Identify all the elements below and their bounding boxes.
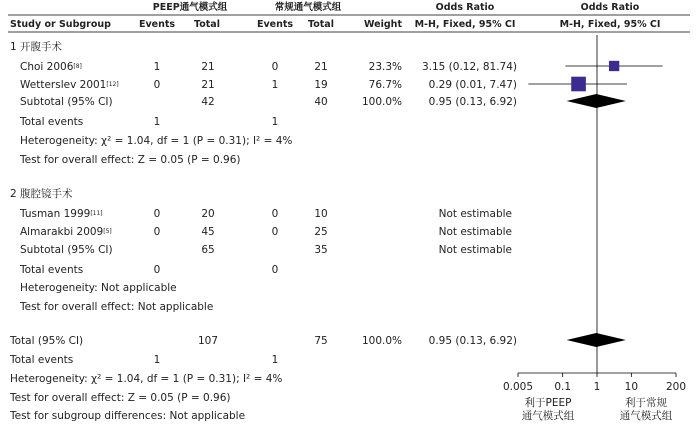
footer-overall-effect: Test for overall effect: Z = 0.05 (P = 0.96)	[10, 392, 231, 404]
total-or: 0.95 (0.13, 6.92)	[428, 335, 517, 347]
group-a-header: PEEP通气模式组	[152, 2, 228, 13]
footer-heterogeneity: Heterogeneity: χ² = 1.04, df = 1 (P = 0.31); I² = 4%	[10, 373, 283, 385]
overall-effect-text: Test for overall effect: Z = 0.05 (P = 0.96)	[20, 154, 241, 166]
subtotal-diamond	[567, 94, 626, 108]
total-events-label: Total events	[20, 264, 84, 276]
group-b-total-header: Total	[308, 19, 334, 30]
study-name: Almarakbi 2009[5]	[20, 226, 112, 238]
subtotal-a-total: 65	[201, 244, 215, 256]
group-b-total: 10	[314, 208, 328, 220]
favours-left-label: 利于PEEP	[524, 397, 572, 409]
or-title-left: Odds Ratio	[435, 2, 495, 13]
group-b-events-header: Events	[256, 19, 294, 30]
subtotal-a-total: 42	[201, 96, 215, 108]
x-tick-label: 0.005	[502, 381, 534, 393]
study-or: 0.29 (0.01, 7.47)	[428, 79, 517, 91]
method-left-header: M-H, Fixed, 95% CI	[414, 19, 516, 30]
group-a-total: 21	[201, 79, 215, 91]
or-title-right: Odds Ratio	[580, 2, 640, 13]
total-diamond	[567, 333, 626, 347]
study-or: Not estimable	[438, 226, 512, 238]
group-a-total: 45	[201, 226, 215, 238]
total-events-label: Total events	[10, 354, 74, 366]
study-header: Study or Subgroup	[10, 19, 111, 30]
study-weight: 23.3%	[368, 61, 402, 73]
study-name: Wetterslev 2001[12]	[20, 79, 119, 91]
group-b-total: 25	[314, 226, 328, 238]
group-b-header: 常规通气模式组	[274, 2, 342, 13]
group-a-events: 0	[153, 208, 161, 220]
total-events-b: 0	[271, 264, 279, 276]
group-a-total: 20	[201, 208, 215, 220]
study-weight-box	[609, 61, 619, 71]
study-name: Tusman 1999[11]	[20, 208, 103, 220]
group-a-total: 21	[201, 61, 215, 73]
favours-right-label: 利于常规	[625, 397, 667, 409]
group-b-events: 0	[271, 61, 279, 73]
total-label: Total (95% CI)	[10, 335, 84, 347]
total-events-a: 0	[153, 264, 161, 276]
total-events-b: 1	[271, 354, 279, 366]
study-weight: 76.7%	[368, 79, 402, 91]
subgroup-title: 1 开腹手术	[10, 41, 63, 53]
total-events-label: Total events	[20, 116, 84, 128]
total-b-total: 75	[314, 335, 328, 347]
subtotal-label: Subtotal (95% CI)	[20, 244, 113, 256]
subtotal-or: Not estimable	[438, 244, 512, 256]
group-b-events: 0	[271, 208, 279, 220]
method-right-header: M-H, Fixed, 95% CI	[559, 19, 661, 30]
study-name: Choi 2006[8]	[20, 61, 82, 73]
group-a-events: 0	[153, 79, 161, 91]
subtotal-or: 0.95 (0.13, 6.92)	[428, 96, 517, 108]
group-a-events: 0	[153, 226, 161, 238]
total-events-a: 1	[153, 354, 161, 366]
subtotal-b-total: 40	[314, 96, 328, 108]
footer-subgroup-diff: Test for subgroup differences: Not applicable	[10, 410, 246, 422]
overall-effect-text: Test for overall effect: Not applicable	[20, 301, 214, 313]
favours-right-label: 通气模式组	[619, 410, 673, 422]
group-a-total-header: Total	[194, 19, 220, 30]
total-a-total: 107	[197, 335, 219, 347]
favours-left-label: 通气模式组	[521, 410, 575, 422]
weight-header: Weight	[364, 19, 402, 30]
subgroup-title: 2 腹腔镜手术	[10, 188, 73, 200]
x-tick-label: 0.1	[554, 381, 572, 393]
total-events-b: 1	[271, 116, 279, 128]
x-tick-label: 200	[665, 381, 687, 393]
study-weight-box	[571, 77, 586, 92]
group-b-total: 19	[314, 79, 328, 91]
group-b-total: 21	[314, 61, 328, 73]
study-or: 3.15 (0.12, 81.74)	[421, 61, 517, 73]
x-tick-label: 10	[624, 381, 639, 393]
group-a-events: 1	[153, 61, 161, 73]
subtotal-b-total: 35	[314, 244, 328, 256]
subtotal-label: Subtotal (95% CI)	[20, 96, 113, 108]
heterogeneity-text: Heterogeneity: Not applicable	[20, 282, 177, 294]
group-b-events: 1	[271, 79, 279, 91]
group-a-events-header: Events	[138, 19, 176, 30]
study-or: Not estimable	[438, 208, 512, 220]
x-tick-label: 1	[593, 381, 601, 393]
group-b-events: 0	[271, 226, 279, 238]
total-weight: 100.0%	[361, 335, 402, 347]
heterogeneity-text: Heterogeneity: χ² = 1.04, df = 1 (P = 0.31); I² = 4%	[20, 135, 293, 147]
subtotal-weight: 100.0%	[361, 96, 402, 108]
total-events-a: 1	[153, 116, 161, 128]
